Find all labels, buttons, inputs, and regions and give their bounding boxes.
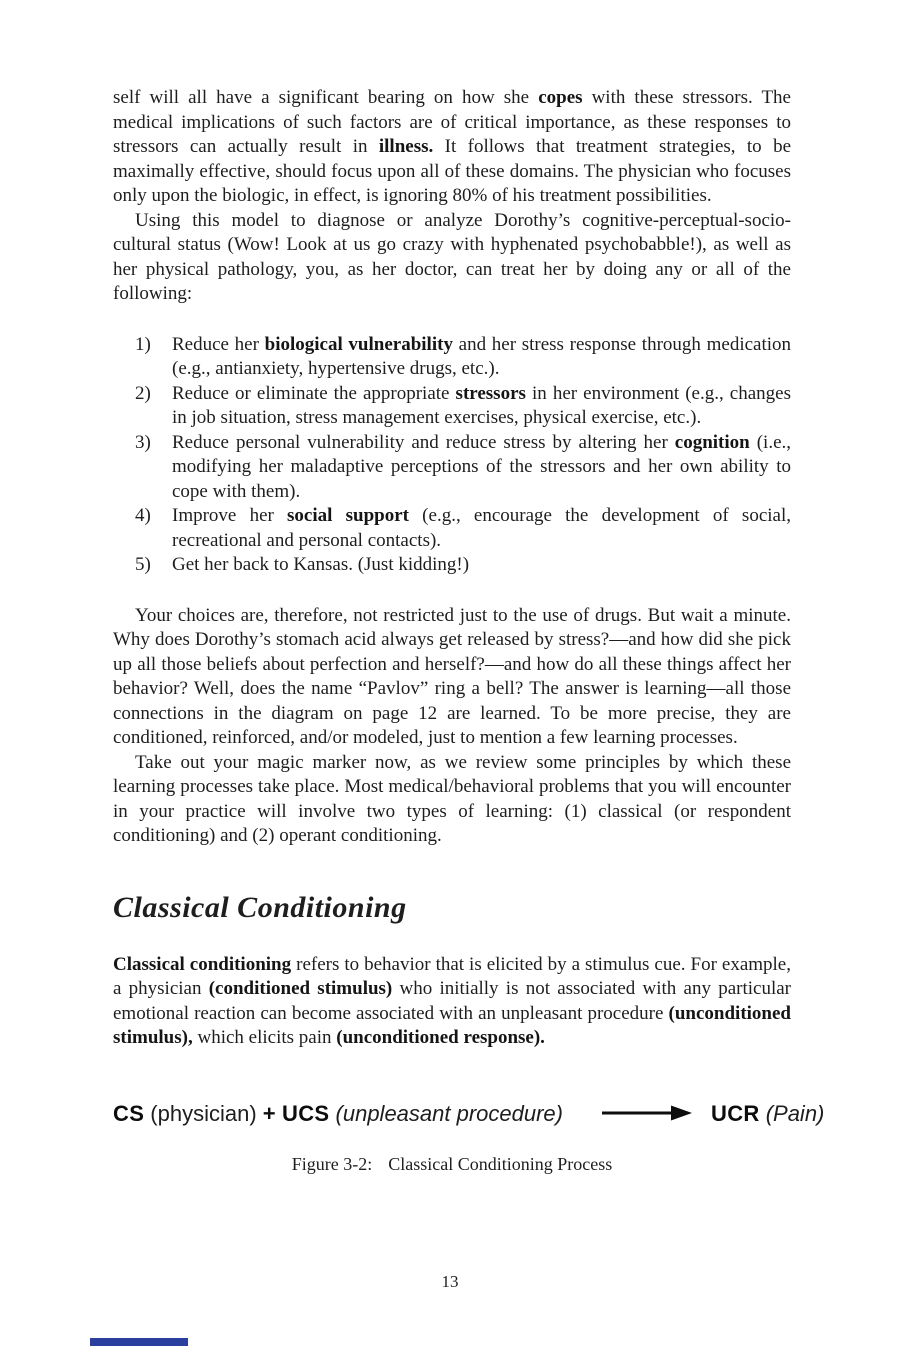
list-item-number: 2)	[135, 382, 151, 404]
list-item-text: Improve her social support (e.g., encourage the development of social, recreational and personal contacts).	[172, 505, 791, 551]
right-arrow-icon	[601, 1100, 693, 1130]
figure-formula-left: CS (physician) + UCS (unpleasant procedure)	[113, 1100, 563, 1126]
page-body	[113, 86, 825, 1176]
list-item	[113, 431, 791, 505]
figure-caption-label: Figure 3-2:	[291, 1153, 373, 1174]
page-number: 13	[441, 1272, 459, 1291]
treatment-list	[113, 333, 791, 578]
list-item-text: Reduce her biological vulnerability and her stress response through medication (e.g., antianxiety, hypertensive drugs, etc.).	[172, 333, 792, 379]
list-item	[113, 382, 791, 431]
section-heading: Classical Conditioning	[113, 890, 407, 924]
list-item	[113, 504, 791, 553]
figure-caption-text: Classical Conditioning Process	[388, 1153, 613, 1174]
list-item-number: 5)	[135, 554, 151, 575]
figure-formula-right: UCR (Pain)	[711, 1100, 825, 1126]
paragraph: self will all have a significant bearing on how she copes with these stressors. The medical implications of such factors are of critical importance, as these responses to stressors can actually result in illness. It follows that treatment strategies, to be maximally effective, should focus upon all of these domains. The physician who focuses only upon the biologic, in effect, is ignoring 80% of his treatment possibilities.	[113, 87, 791, 206]
list-item	[113, 333, 791, 382]
list-item-number: 4)	[135, 505, 151, 526]
bottom-blue-mark	[90, 1338, 188, 1346]
list-item-number: 1)	[135, 333, 151, 355]
list-item-text: Get her back to Kansas. (Just kidding!)	[172, 554, 470, 575]
figure-caption	[113, 1152, 791, 1177]
list-item-text: Reduce personal vulnerability and reduce stress by altering her cognition (i.e., modifying her maladaptive perceptions of the stressors and her own ability to cope with them).	[172, 431, 791, 502]
paragraph: Using this model to diagnose or analyze Dorothy’s cognitive-perceptual-socio-cultural status (Wow! Look at us go crazy with hyphenated psychobabble!), as well as her physical pathology, you, as her doctor, can treat her by doing any or all of the following:	[113, 209, 791, 304]
figure-formula	[113, 1099, 825, 1130]
list-item-text: Reduce or eliminate the appropriate stressors in her environment (e.g., changes in job situation, stress management exercises, physical exercise, etc.).	[172, 382, 791, 428]
paragraph: Your choices are, therefore, not restricted just to the use of drugs. But wait a minute. Why does Dorothy’s stomach acid always get released by stress?—and how did she pick up all those beliefs about perfection and herself?—and how do all these things affect her behavior? Well, does the name “Pavlov” ring a bell? The answer is learning—all those connections in the diagram on page 12 are learned. To be more precise, they are conditioned, reinforced, and/or modeled, just to mention a few learning processes.	[113, 604, 791, 748]
paragraph: Take out your magic marker now, as we review some principles by which these learning processes take place. Most medical/behavioral problems that you will encounter in your practice will involve two types of learning: (1) classical (or respondent conditioning) and (2) operant conditioning.	[113, 751, 791, 846]
list-item-number: 3)	[135, 431, 151, 453]
paragraph: Classical conditioning refers to behavior that is elicited by a stimulus cue. For example, a physician (conditioned stimulus) who initially is not associated with any particular emotional reaction can become associated with an unpleasant procedure (unconditioned stimulus), which elicits pain (unconditioned response).	[113, 953, 791, 1048]
list-item	[113, 553, 791, 578]
